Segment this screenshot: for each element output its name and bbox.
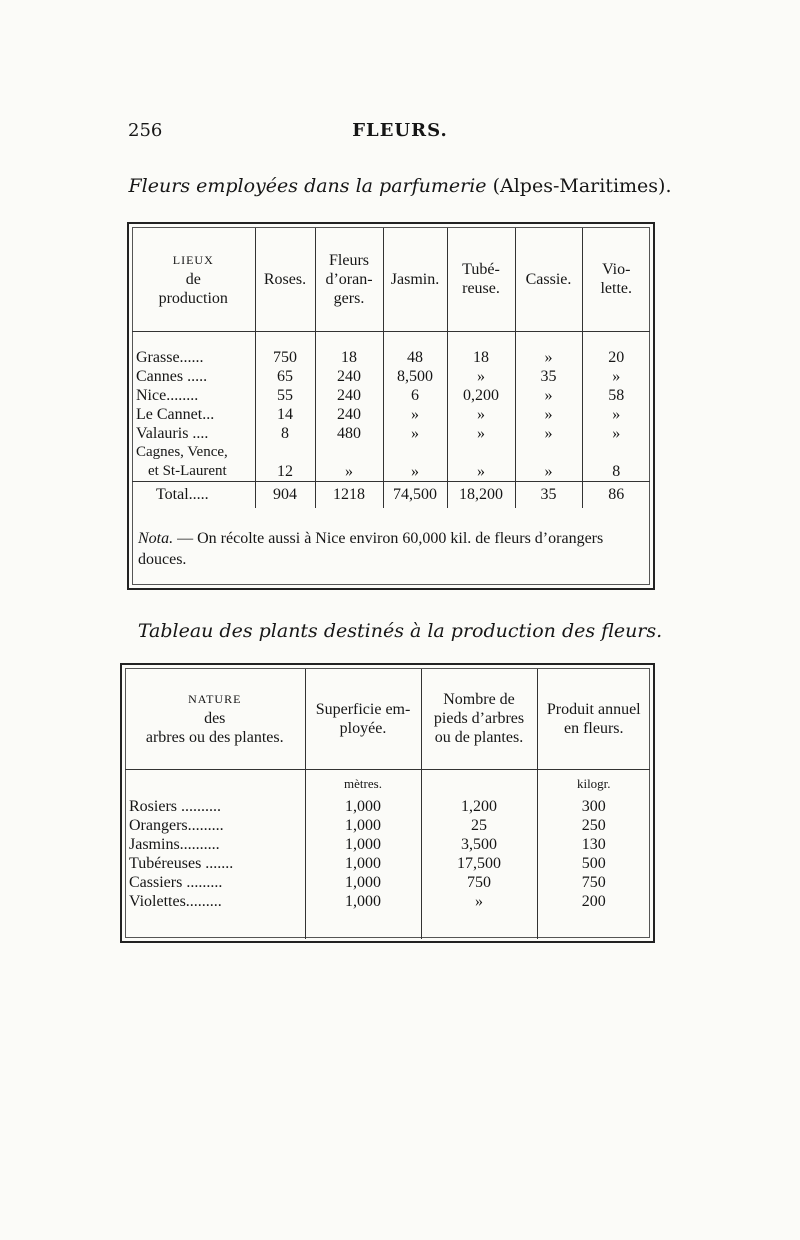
value-cell: 35 [515,367,582,386]
value-cell: 750 [421,873,537,892]
plant-name-cell: Cassiers ......... [129,874,223,891]
table1-caption-italic: Fleurs employées dans la parfumerie [128,175,487,197]
total-cell: 35 [515,481,582,508]
value-cell: 12 [255,462,315,482]
value-cell: » [515,405,582,424]
value-cell: » [582,367,650,386]
table-row [132,348,650,367]
unit-kilogr: kilogr. [537,769,650,797]
table-row [125,816,650,835]
value-cell: 14 [255,405,315,424]
place-cell: et St-Laurent [148,462,227,479]
value-cell: 1,000 [305,873,421,892]
value-cell: » [515,386,582,405]
col-header-superficie: Superficie em- ployée. [305,669,421,769]
table-row [132,405,650,424]
col-header-cassie: Cassie. [515,228,582,331]
value-cell: 130 [537,835,650,854]
value-cell: 0,200 [447,386,515,405]
value-cell: 500 [537,854,650,873]
value-cell [383,443,447,462]
table-row [132,367,650,386]
value-cell: 480 [315,424,383,443]
place-cell: Nice........ [136,386,199,404]
value-cell [315,443,383,462]
page-header [0,120,800,144]
value-cell: 48 [383,348,447,367]
table-row [125,873,650,892]
place-cell: Cagnes, Vence, [136,443,228,460]
value-cell: 1,000 [305,854,421,873]
value-cell: 55 [255,386,315,405]
value-cell: » [515,462,582,482]
value-cell: 65 [255,367,315,386]
nota-label: Nota. [138,530,174,547]
col-header-nature: NATURE des arbres ou des plantes. [125,669,305,769]
total-cell: 904 [255,481,315,508]
value-cell: 1,200 [421,797,537,816]
table-row [132,424,650,443]
col-header-violette: Vio- lette. [582,228,650,331]
value-cell: 750 [537,873,650,892]
table1-header-row [132,228,650,331]
total-cell: 1218 [315,481,383,508]
place-cell: Le Cannet... [136,405,215,423]
plant-name-cell: Orangers......... [129,817,224,834]
value-cell: » [383,462,447,482]
total-row [132,481,650,508]
table-row [125,854,650,873]
units-row [125,769,650,797]
col-header-orangers: Fleurs d’oran- gers. [315,228,383,331]
table-row [125,797,650,816]
value-cell: 25 [421,816,537,835]
value-cell: 18 [447,348,515,367]
value-cell: » [315,462,383,482]
value-cell: 200 [537,892,650,911]
table-row [132,462,650,482]
value-cell: » [447,405,515,424]
col-header-produit: Produit annuel en fleurs. [537,669,650,769]
value-cell: » [582,405,650,424]
value-cell: 1,000 [305,892,421,911]
col-header-tubereuse: Tubé- reuse. [447,228,515,331]
value-cell: 17,500 [421,854,537,873]
value-cell: » [447,367,515,386]
value-cell: 8 [255,424,315,443]
value-cell: » [383,424,447,443]
running-title: FLEURS. [352,120,448,141]
page-number: 256 [128,120,163,141]
value-cell [515,443,582,462]
table2-caption: Tableau des plants destinés à la production des fleurs. [137,620,663,642]
place-cell: Grasse...... [136,348,204,366]
col-header-jasmin: Jasmin. [383,228,447,331]
value-cell: 750 [255,348,315,367]
total-cell: 74,500 [383,481,447,508]
value-cell: 300 [537,797,650,816]
value-cell: 20 [582,348,650,367]
table1-caption [0,175,800,197]
value-cell [582,443,650,462]
value-cell: » [515,424,582,443]
value-cell [255,443,315,462]
col-header-lieux: LIEUX de production [132,228,255,331]
total-cell: 86 [582,481,650,508]
table1-caption-plain: (Alpes-Maritimes). [492,175,672,197]
value-cell: 8 [582,462,650,482]
table2-header-row [125,669,650,769]
col-header-roses: Roses. [255,228,315,331]
plant-name-cell: Rosiers .......... [129,798,221,815]
plants-production-table [125,669,650,939]
value-cell: 1,000 [305,816,421,835]
value-cell: 250 [537,816,650,835]
value-cell: » [383,405,447,424]
total-label: Total..... [132,481,255,508]
nota-text: — On récolte aussi à Nice environ 60,000 kil. de fleurs d’orangers douces. [138,530,604,568]
value-cell: 6 [383,386,447,405]
unit-metres: mètres. [305,769,421,797]
value-cell: 240 [315,386,383,405]
value-cell: 1,000 [305,835,421,854]
value-cell [447,443,515,462]
value-cell: 18 [315,348,383,367]
value-cell: 240 [315,367,383,386]
table-row [125,835,650,854]
place-cell: Cannes ..... [136,367,208,385]
table-row [125,892,650,911]
plant-name-cell: Tubéreuses ....... [129,855,234,872]
total-cell: 18,200 [447,481,515,508]
value-cell: 1,000 [305,797,421,816]
value-cell: » [515,348,582,367]
value-cell: » [582,424,650,443]
value-cell: 240 [315,405,383,424]
value-cell: 3,500 [421,835,537,854]
value-cell: 8,500 [383,367,447,386]
col-header-nombre: Nombre de pieds d’arbres ou de plantes. [421,669,537,769]
table-row [132,386,650,405]
value-cell: » [447,462,515,482]
place-cell: Valauris .... [136,424,209,442]
value-cell: » [421,892,537,911]
plant-name-cell: Violettes......... [129,893,222,910]
table-row [132,443,650,462]
value-cell: 58 [582,386,650,405]
flowers-perfumery-table [132,228,650,508]
table1-note [138,528,643,570]
plant-name-cell: Jasmins.......... [129,836,220,853]
value-cell: » [447,424,515,443]
